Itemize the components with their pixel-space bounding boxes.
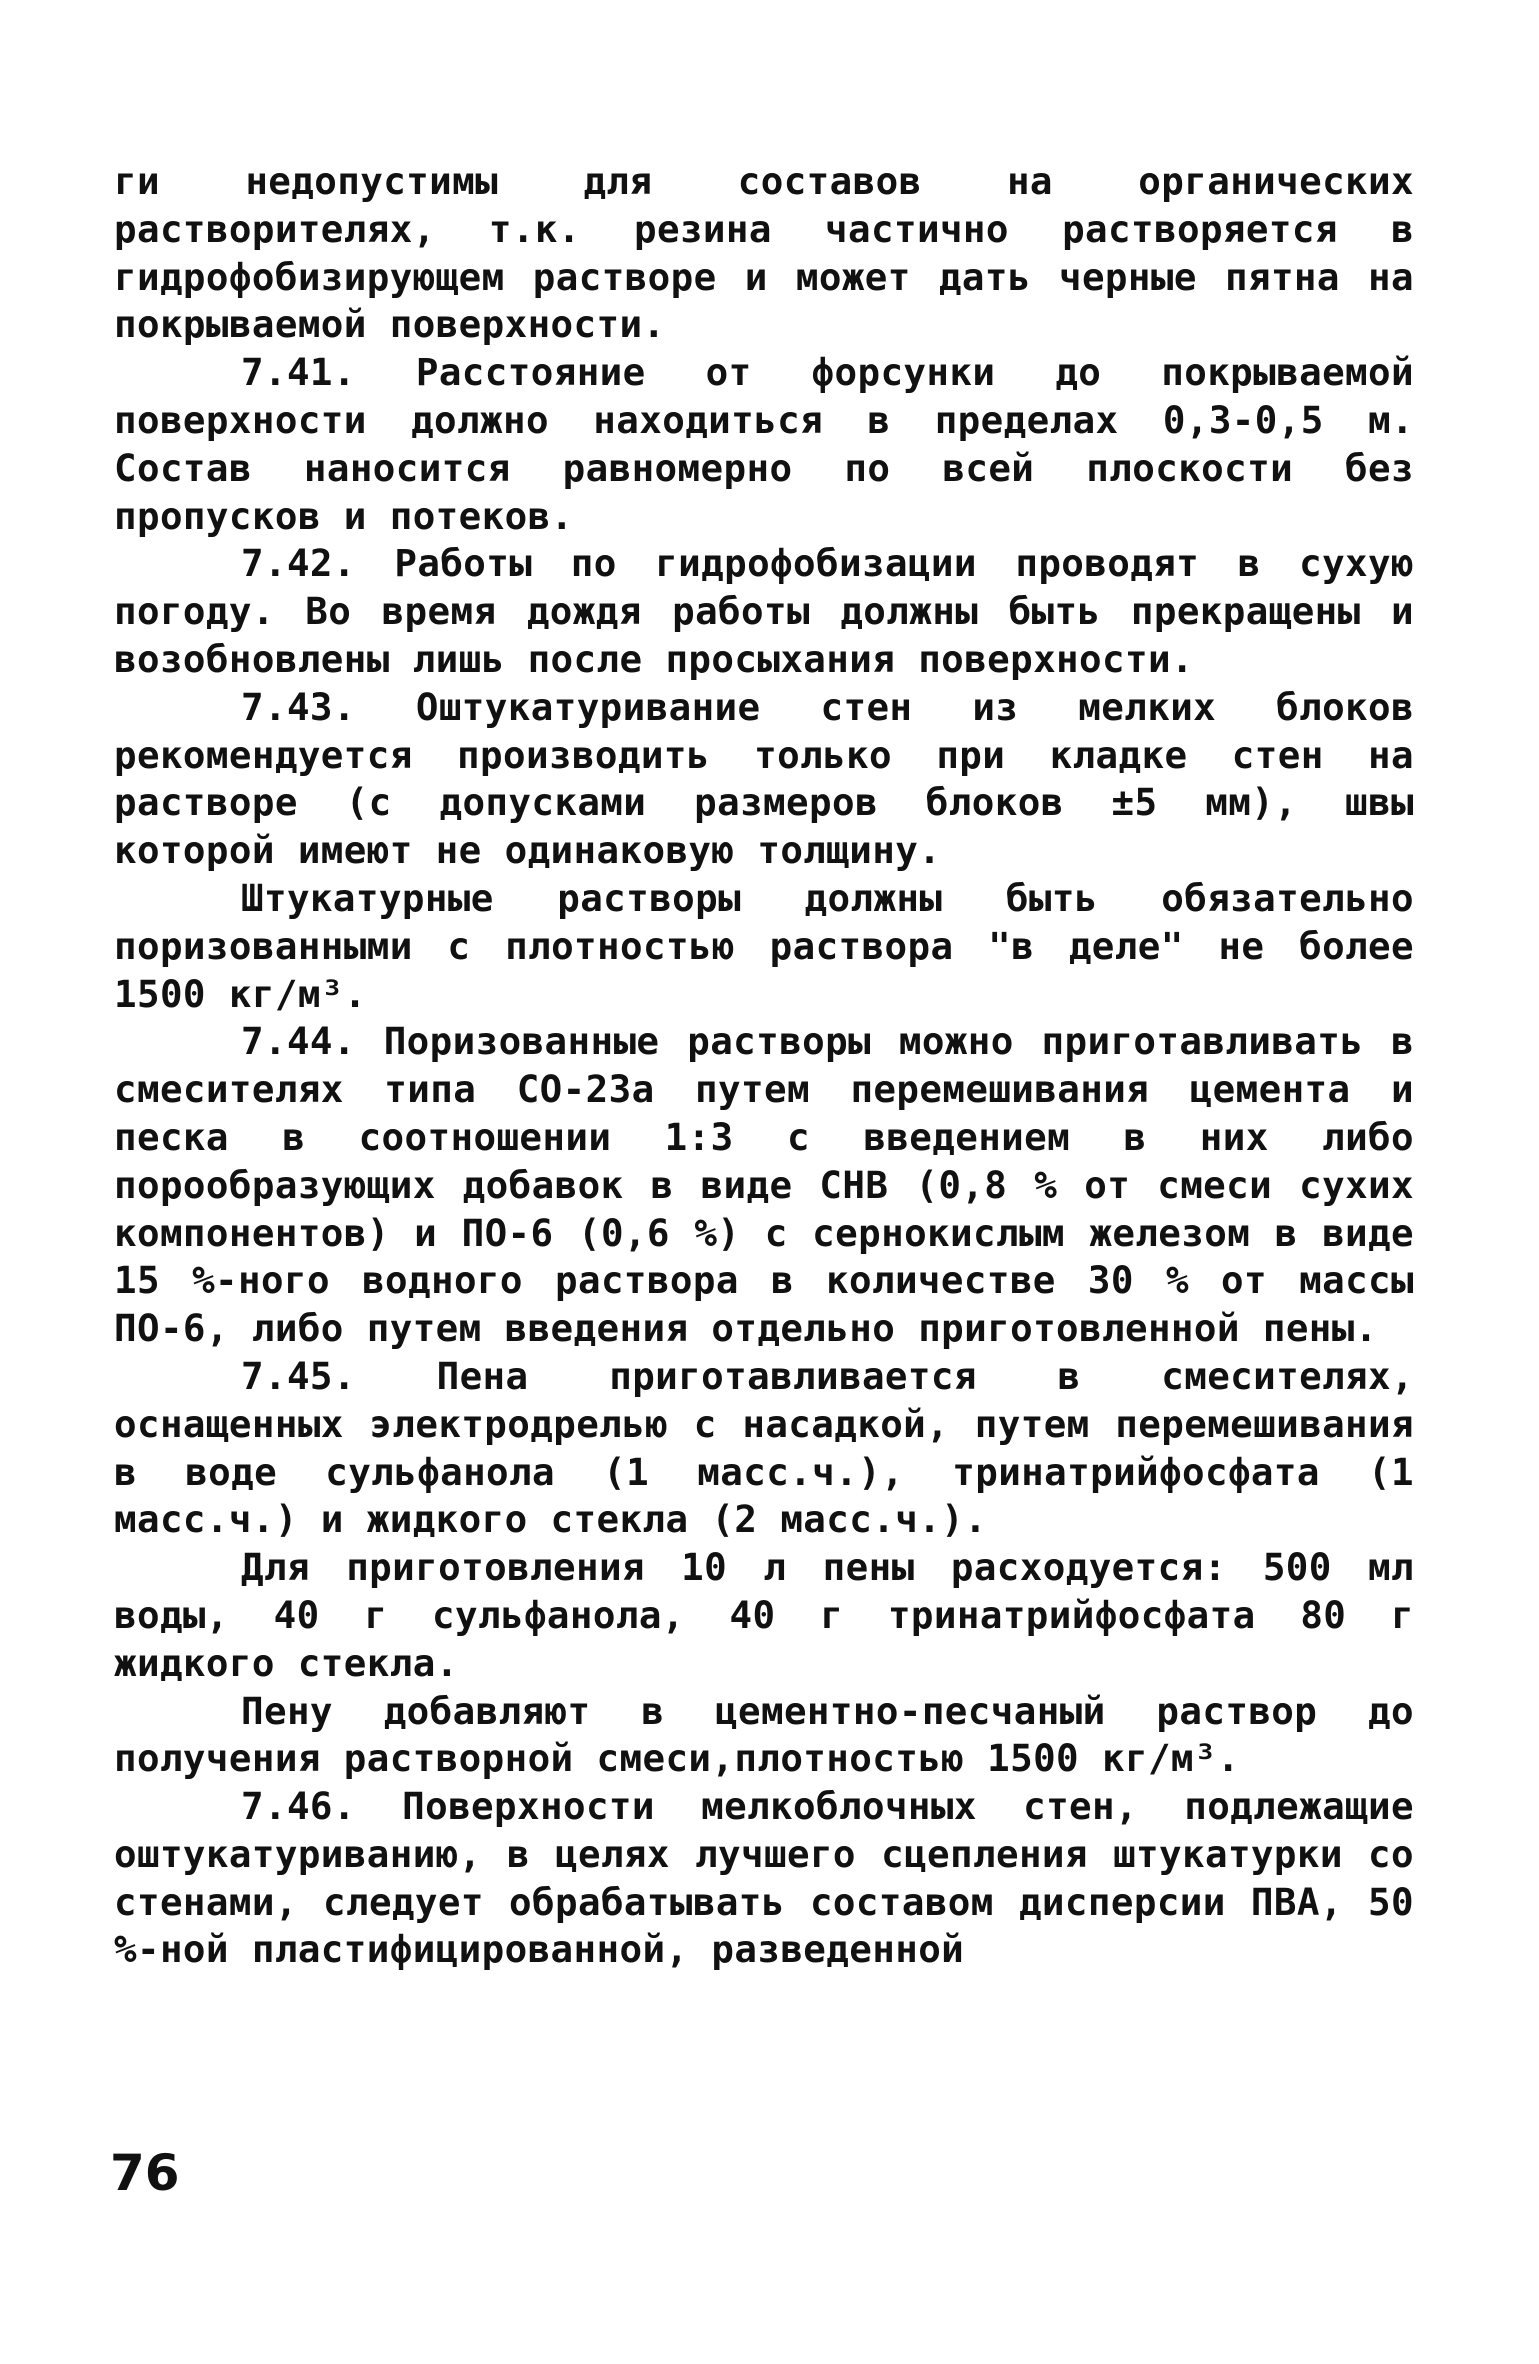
paragraph-plaster-solutions: Штукатурные растворы должны быть обязательно поризованными с плотностью раствора "в деле" не более 1500 кг/м³.: [114, 875, 1414, 1016]
paragraph-7-46: 7.46. Поверхности мелкоблочных стен, подлежащие оштукатуриванию, в целях лучшего сцепления штукатурки со стенами, следует обрабатывать составом дисперсии ПВА, 50 %-ной пластифицированной, разведенной: [114, 1784, 1414, 1972]
paragraph-continuation: ги недопустимы для составов на органических растворителях, т.к. резина частично растворяется в гидрофобизирующем растворе и может дать черные пятна на покрываемой поверхности.: [114, 159, 1414, 347]
paragraph-7-44: 7.44. Поризованные растворы можно приготавливать в смесителях типа СО-23а путем перемешивания цемента и песка в соотношении 1:3 с введением в них либо порообразующих добавок в виде СНВ (0,8 % от смеси сухих компонентов) и ПО-6 (0,6 %) с сернокислым железом в виде 15 %-ного водного раствора в количестве 30 % от массы ПО-6, либо путем введения отдельно приготовленной пены.: [114, 1019, 1414, 1351]
paragraph-7-45: 7.45. Пена приготавливается в смесителях, оснащенных электродрелью с насадкой, путем перемешивания в воде сульфанола (1 масс.ч.), тринатрийфосфата (1 масс.ч.) и жидкого стекла (2 масс.ч.).: [114, 1353, 1414, 1542]
body-text: [114, 158, 1414, 1974]
paragraph-7-41: 7.41. Расстояние от форсунки до покрываемой поверхности должно находиться в пределах 0,3-0,5 м. Состав наносится равномерно по всей плоскости без пропусков и потеков.: [114, 350, 1414, 538]
page-number: 76: [110, 2144, 180, 2202]
paragraph-7-42: 7.42. Работы по гидрофобизации проводят в сухую погоду. Во время дождя работы должны быть прекращены и возобновлены лишь после просыхания поверхности.: [114, 541, 1414, 681]
paragraph-foam-recipe: Для приготовления 10 л пены расходуется: 500 мл воды, 40 г сульфанола, 40 г тринатрийфосфата 80 г жидкого стекла.: [114, 1545, 1414, 1685]
paragraph-foam-addition: Пену добавляют в цементно-песчаный раствор до получения растворной смеси,плотностью 1500 кг/м³.: [114, 1688, 1414, 1781]
paragraph-7-43: 7.43. Оштукатуривание стен из мелких блоков рекомендуется производить только при кладке стен на растворе (с допусками размеров блоков ±5 мм), швы которой имеют не одинаковую толщину.: [114, 684, 1414, 873]
